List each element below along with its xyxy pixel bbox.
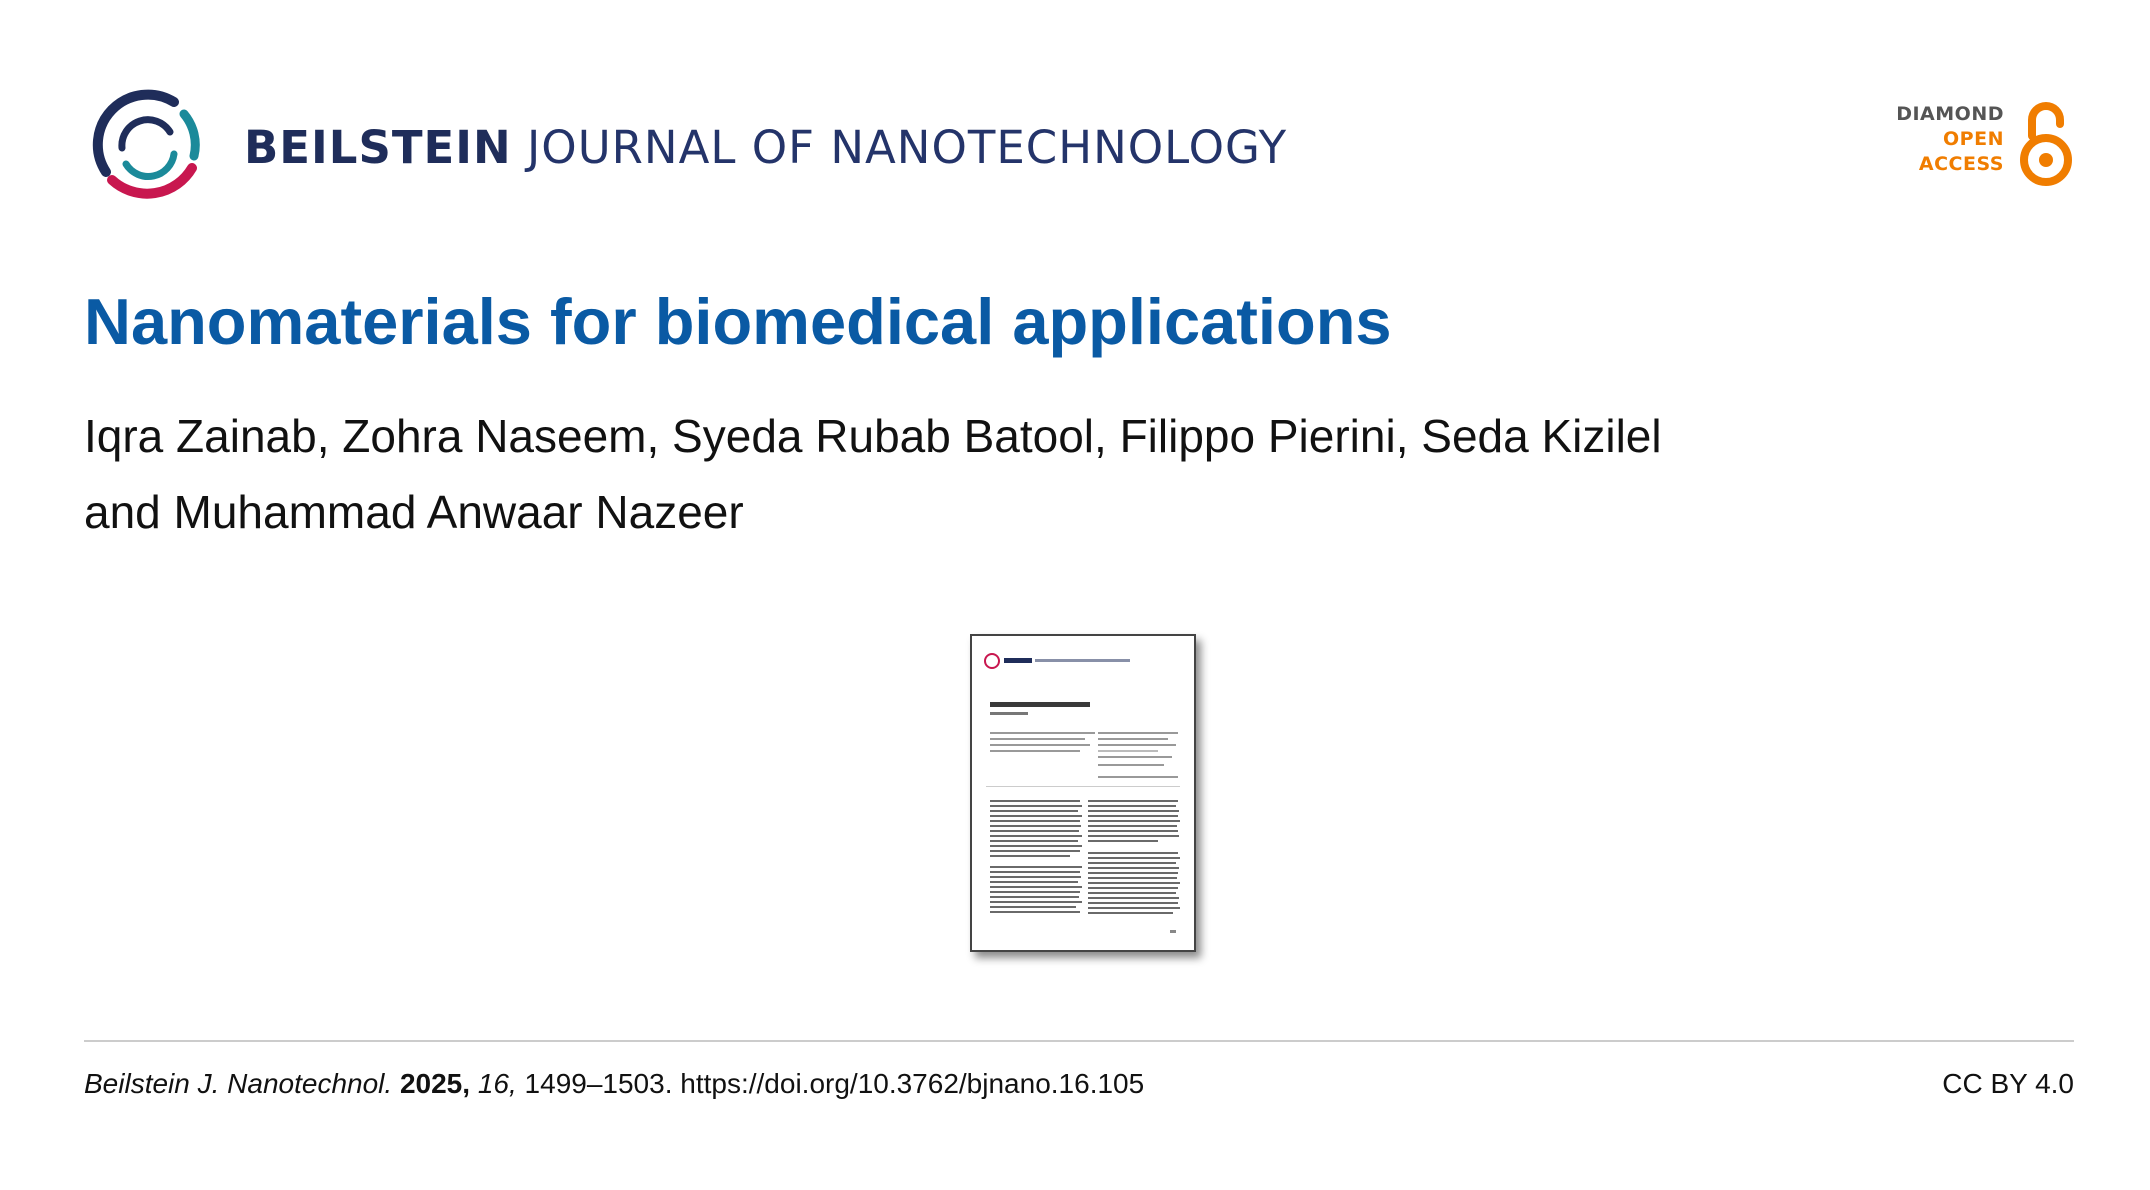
journal-name (244, 120, 1287, 176)
diamond-open-access-badge (1884, 102, 2074, 192)
authors-line-1: Iqra Zainab, Zohra Naseem, Syeda Rubab Batool, Filippo Pierini, Seda Kizilel (84, 410, 1662, 462)
citation-journal: Beilstein J. Nanotechnol. (84, 1068, 393, 1099)
open-access-label (1896, 102, 2004, 177)
journal-header (84, 84, 2074, 214)
beilstein-ring-logo-icon (84, 84, 212, 212)
badge-line-diamond: DIAMOND (1896, 103, 2004, 125)
citation-footer (84, 1066, 2074, 1106)
authors-line-2: and Muhammad Anwaar Nazeer (84, 486, 744, 538)
article-page-thumbnail[interactable] (970, 634, 1196, 952)
article-title: Nanomaterials for biomedical applications (84, 285, 1392, 358)
journal-name-strong: BEILSTEIN (244, 121, 512, 174)
badge-line-access: ACCESS (1918, 153, 2004, 175)
journal-name-light: JOURNAL OF NANOTECHNOLOGY (527, 121, 1288, 174)
footer-divider (84, 1040, 2074, 1042)
author-list (84, 398, 1984, 550)
open-lock-icon (2018, 102, 2074, 188)
citation-doi-link[interactable]: 1499–1503. https://doi.org/10.3762/bjnano.16.105 (524, 1068, 1145, 1099)
citation-volume: 16, (477, 1068, 517, 1099)
citation-year: 2025, (399, 1068, 471, 1099)
license-label: CC BY 4.0 (1942, 1068, 2074, 1099)
badge-line-open: OPEN (1943, 128, 2004, 150)
thumbnail-page-preview (972, 636, 1194, 950)
citation (84, 1066, 1144, 1102)
